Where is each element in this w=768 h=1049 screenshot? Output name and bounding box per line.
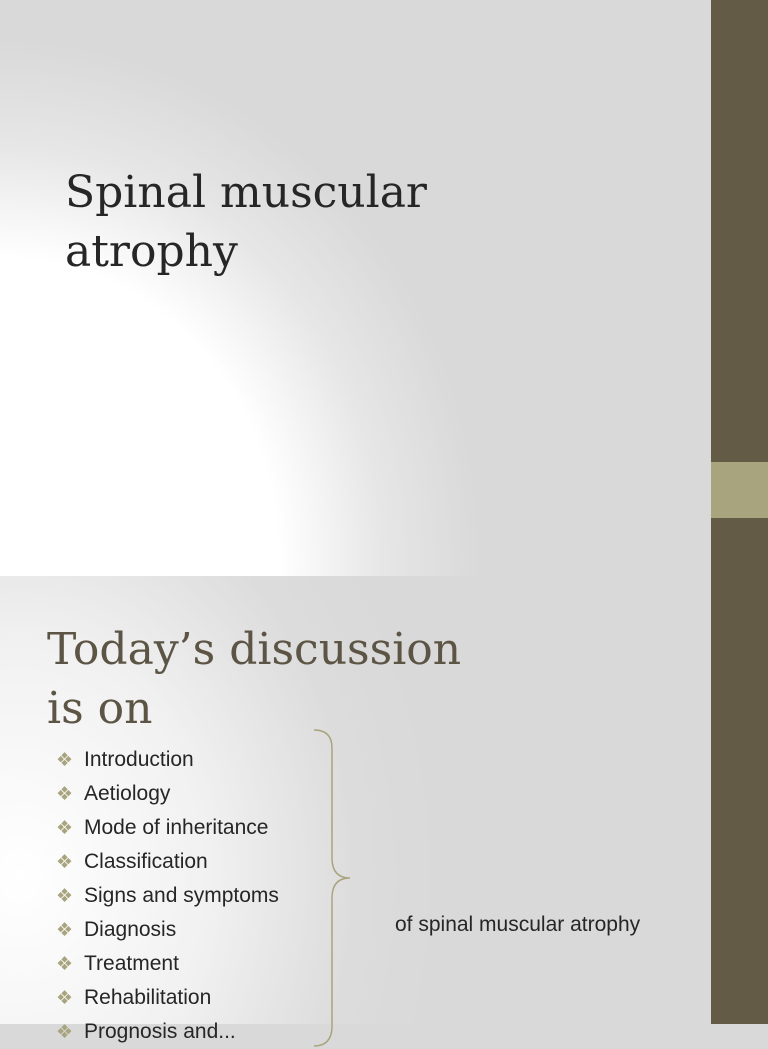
sidebar-accent [711, 462, 768, 518]
sidebar-bar [711, 0, 768, 1024]
agenda-heading: Today’s discussion is on [47, 624, 462, 734]
list-item [56, 879, 279, 913]
list-item [56, 947, 279, 981]
agenda-slide[interactable] [0, 576, 711, 1043]
list-item [56, 811, 279, 845]
agenda-item-label: Rehabilitation [84, 986, 212, 1009]
list-item [56, 845, 279, 879]
diamond-bullet-icon: ❖ [56, 919, 74, 941]
agenda-item-label: Aetiology [84, 782, 171, 805]
agenda-item-label: Treatment [84, 952, 179, 975]
diamond-bullet-icon: ❖ [56, 953, 74, 975]
diamond-bullet-icon: ❖ [56, 1021, 74, 1043]
diamond-bullet-icon: ❖ [56, 885, 74, 907]
list-item [56, 913, 279, 947]
list-item [56, 1015, 279, 1049]
curly-brace-icon [310, 726, 360, 1036]
agenda-item-label: Classification [84, 850, 208, 873]
slide-title: Spinal muscular atrophy [65, 167, 427, 277]
diamond-bullet-icon: ❖ [56, 783, 74, 805]
list-item [56, 981, 279, 1015]
diamond-bullet-icon: ❖ [56, 851, 74, 873]
diamond-bullet-icon: ❖ [56, 817, 74, 839]
brace-note: of spinal muscular atrophy [395, 913, 641, 936]
diamond-bullet-icon: ❖ [56, 987, 74, 1009]
agenda-item-label: Introduction [84, 748, 194, 771]
agenda-item-label: Prognosis and... [84, 1020, 236, 1043]
agenda-item-label: Mode of inheritance [84, 816, 269, 839]
diamond-bullet-icon: ❖ [56, 749, 74, 771]
list-item [56, 743, 279, 777]
agenda-item-label: Diagnosis [84, 918, 177, 941]
agenda-item-label: Signs and symptoms [84, 884, 279, 907]
agenda-list [56, 743, 279, 1049]
list-item [56, 777, 279, 811]
